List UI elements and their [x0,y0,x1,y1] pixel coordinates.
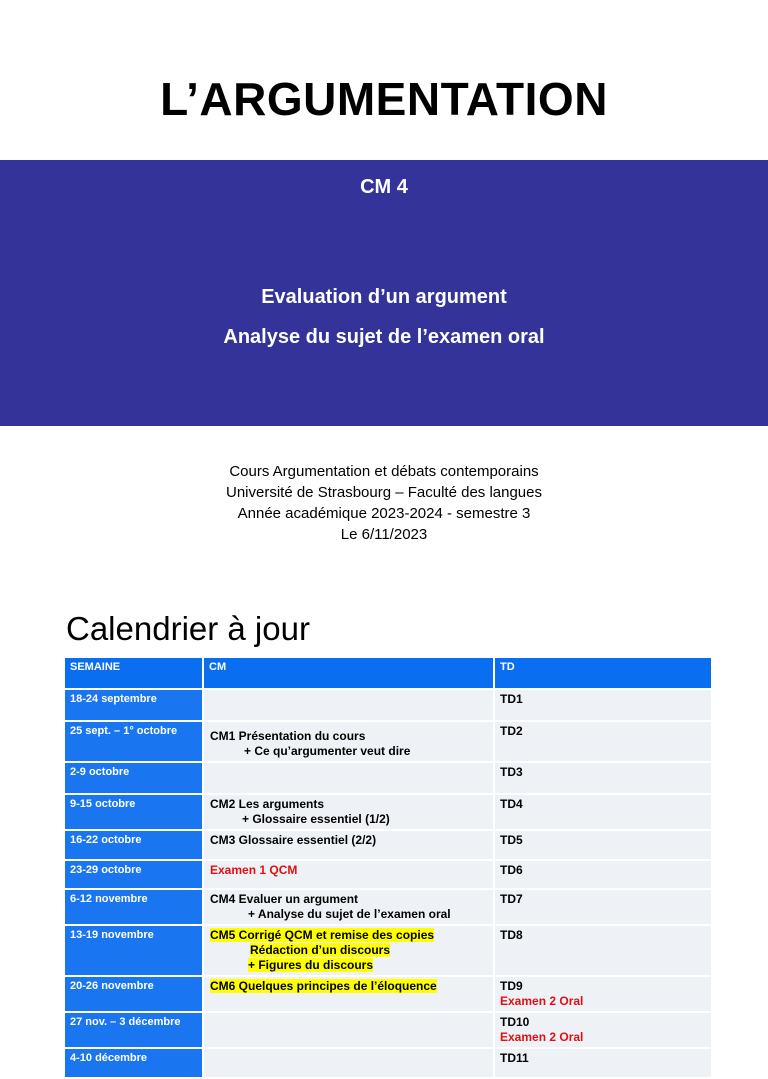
cm-cell [203,925,494,976]
date: Le 6/11/2023 [340,526,428,543]
header-cm: CM [203,657,494,689]
td-cell [494,860,712,889]
cm-line: + Glossaire essentiel (1/2) [242,812,390,826]
table-row [64,689,712,721]
university: Université de Strasbourg – Faculté des langues [225,484,542,501]
td-label: TD7 [500,892,523,906]
td-label: TD1 [500,692,523,706]
cm-cell [203,889,494,925]
week-cell: 6-12 novembre [64,889,203,925]
week-cell: 25 sept. – 1° octobre [64,721,203,762]
td-label: TD8 [500,928,523,942]
table-row [64,1048,712,1078]
td-cell [494,794,712,830]
table-row [64,889,712,925]
cm-line-highlighted: Rédaction d’un discours [250,943,391,957]
cm-line: CM2 Les arguments [210,797,325,811]
lecture-number: CM 4 [360,176,408,198]
week-cell: 18-24 septembre [64,689,203,721]
week-cell: 16-22 octobre [64,830,203,860]
cm-cell [203,1048,494,1078]
calendar-table [63,656,713,1079]
table-row [64,762,712,794]
week-cell: 13-19 novembre [64,925,203,976]
td-label: TD4 [500,797,523,811]
week-cell: 20-26 novembre [64,976,203,1012]
cm-cell [203,976,494,1012]
cm-cell [203,1012,494,1048]
table-row [64,976,712,1012]
td-cell [494,925,712,976]
academic-year: Année académique 2023-2024 - semestre 3 [237,505,531,522]
td-cell [494,1012,712,1048]
table-row [64,1012,712,1048]
td-cell [494,889,712,925]
cm-line: CM3 Glossaire essentiel (2/2) [210,833,377,847]
cm-line-highlighted: CM5 Corrigé QCM et remise des copies [210,928,435,942]
td-label: TD10 [500,1015,530,1029]
td-cell [494,1048,712,1078]
week-cell: 23-29 octobre [64,860,203,889]
cm-cell [203,860,494,889]
table-row [64,860,712,889]
exam-qcm-label: Examen 1 QCM [210,863,298,877]
td-cell [494,830,712,860]
week-cell: 27 nov. – 3 décembre [64,1012,203,1048]
cm-cell [203,830,494,860]
cm-line: CM4 Evaluer un argument [210,892,359,906]
week-cell: 9-15 octobre [64,794,203,830]
table-row [64,794,712,830]
table-row [64,925,712,976]
lecture-topic-1: Evaluation d’un argument [261,286,507,308]
calendar-title: Calendrier à jour [66,610,310,647]
title-banner [0,160,768,426]
td-label: TD11 [500,1051,529,1065]
exam-oral-label: Examen 2 Oral [500,994,584,1008]
cm-cell [203,689,494,721]
course-name: Cours Argumentation et débats contemporains [229,463,539,480]
td-cell [494,689,712,721]
cm-line: + Ce qu’argumenter veut dire [244,744,411,758]
table-row [64,721,712,762]
page-title: L’ARGUMENTATION [160,73,608,125]
cm-line: CM1 Présentation du cours [210,729,366,743]
table-header-row [64,657,712,689]
td-label: TD3 [500,765,523,779]
td-label: TD5 [500,833,523,847]
cm-cell [203,794,494,830]
cm-line-highlighted: + Figures du discours [248,958,374,972]
table-row [64,830,712,860]
td-label: TD9 [500,979,523,993]
td-label: TD6 [500,863,523,877]
td-label: TD2 [500,724,523,738]
cm-line: + Analyse du sujet de l’examen oral [248,907,451,921]
header-td: TD [494,657,712,689]
week-cell: 2-9 octobre [64,762,203,794]
td-cell [494,762,712,794]
week-cell: 4-10 décembre [64,1048,203,1078]
course-info [0,461,768,545]
cm-line-highlighted: CM6 Quelques principes de l’éloquence [210,979,437,993]
lecture-topic-2: Analyse du sujet de l’examen oral [223,326,545,348]
exam-oral-label: Examen 2 Oral [500,1030,584,1044]
header-semaine: SEMAINE [64,657,203,689]
cm-cell [203,762,494,794]
td-cell [494,721,712,762]
cm-cell [203,721,494,762]
td-cell [494,976,712,1012]
